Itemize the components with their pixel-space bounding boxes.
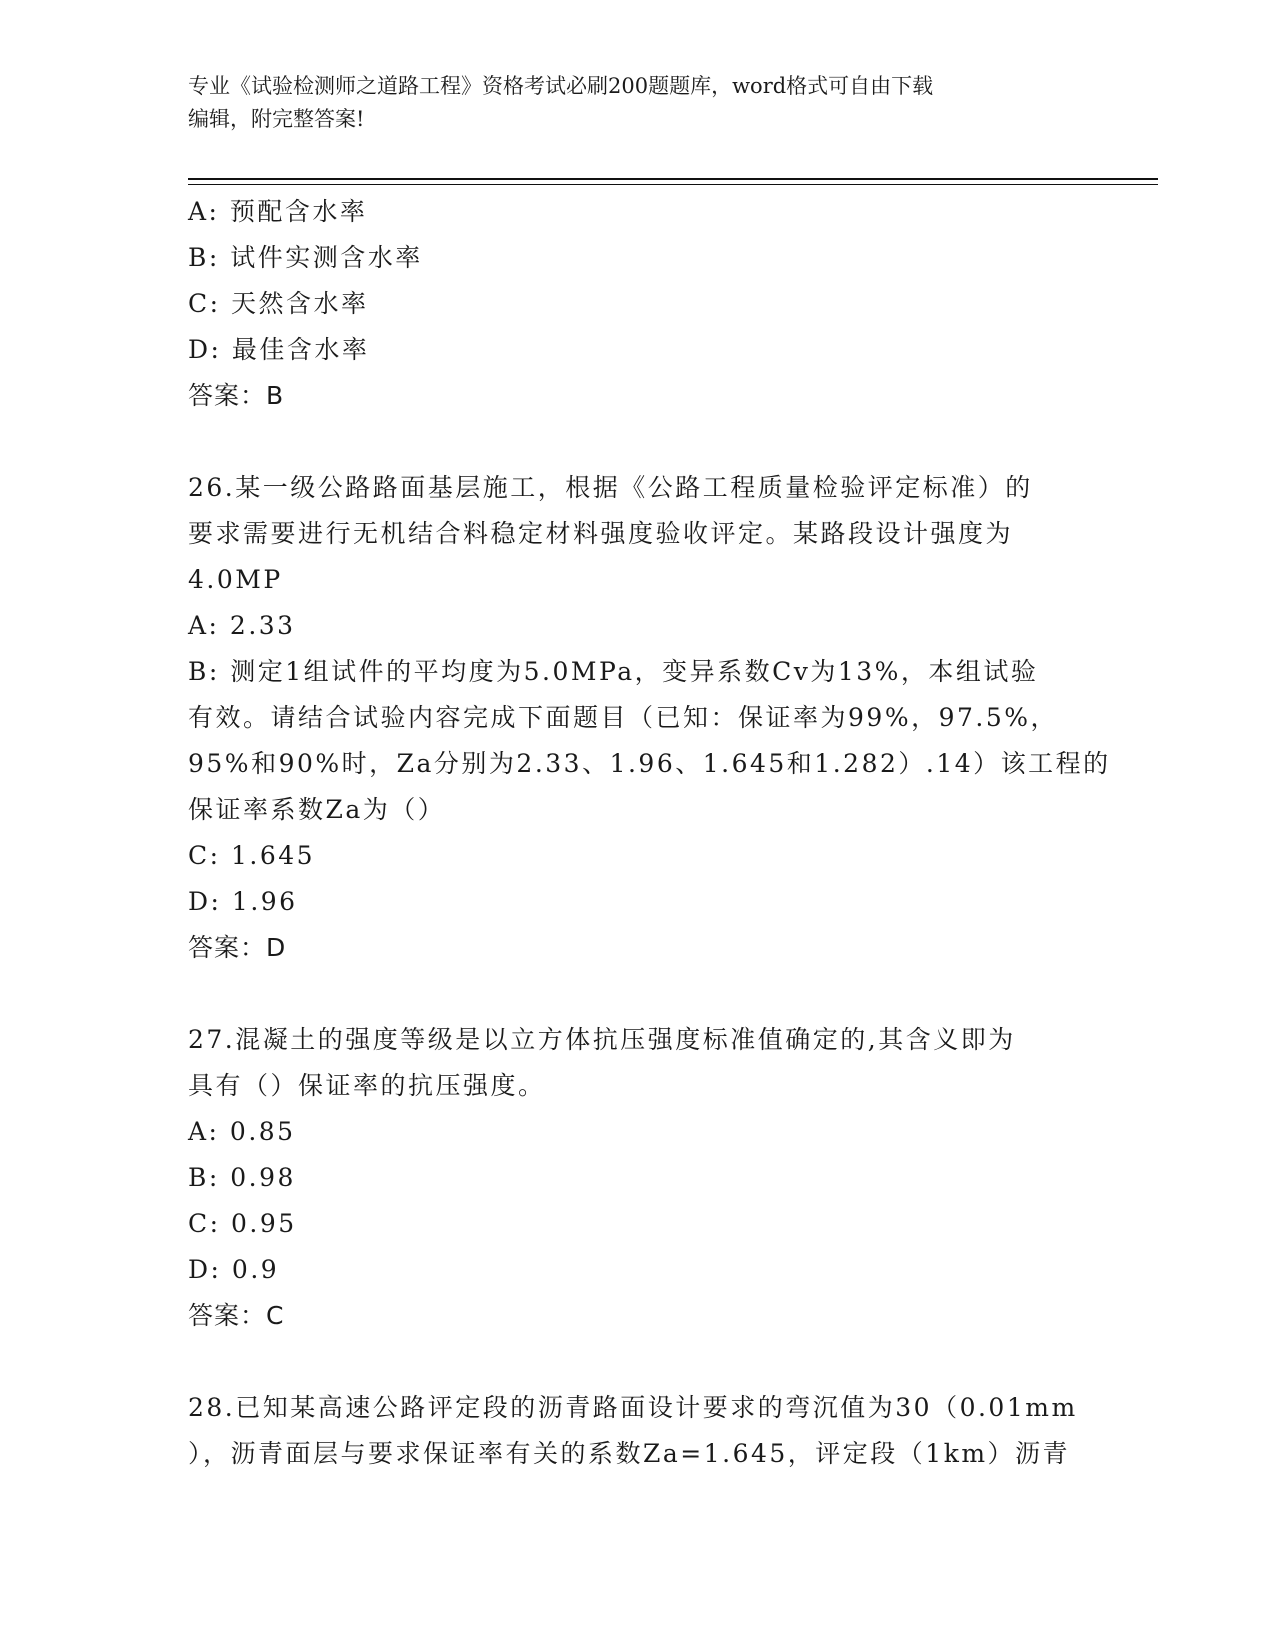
question-stem-line: 28.已知某高速公路评定段的沥青路面设计要求的弯沉值为30（0.01mm bbox=[188, 1393, 1078, 1422]
option-b-line: 有效。请结合试验内容完成下面题目（已知：保证率为99%，97.5%， bbox=[188, 703, 1058, 732]
answer: 答案：C bbox=[188, 1301, 285, 1330]
option-d: D: 最佳含水率 bbox=[188, 335, 370, 364]
answer: 答案：B bbox=[188, 381, 285, 410]
header-line-1: 专业《试验检测师之道路工程》资格考试必刷200题题库，word格式可自由下载 bbox=[188, 74, 934, 98]
question-stem-line: 4.0MP bbox=[188, 565, 283, 594]
question-stem-line: 27.混凝土的强度等级是以立方体抗压强度标准值确定的,其含义即为 bbox=[188, 1025, 1016, 1054]
question-25 bbox=[188, 189, 1088, 419]
spacer bbox=[188, 1339, 1088, 1385]
question-26 bbox=[188, 465, 1111, 971]
question-stem-line: 要求需要进行无机结合料稳定材料强度验收评定。某路段设计强度为 bbox=[188, 519, 1014, 548]
document-header bbox=[188, 70, 1088, 136]
header-divider-thick bbox=[188, 178, 1158, 180]
header-divider-thin bbox=[188, 184, 1158, 185]
option-b-line: 95%和90%时，Za分别为2.33、1.96、1.645和1.282）.14）该工程的 bbox=[188, 749, 1111, 778]
option-b-line: B: 测定1组试件的平均度为5.0MPa，变异系数Cv为13%，本组试验 bbox=[188, 657, 1039, 686]
option-b: B: 试件实测含水率 bbox=[188, 243, 423, 272]
question-content bbox=[188, 189, 1111, 1477]
option-a: A: 预配含水率 bbox=[188, 197, 368, 226]
spacer bbox=[188, 971, 1088, 1017]
question-28 bbox=[188, 1385, 1088, 1477]
option-b-line: 保证率系数Za为（） bbox=[188, 795, 446, 824]
option-d: D: 1.96 bbox=[188, 887, 298, 916]
spacer bbox=[188, 419, 1088, 465]
answer: 答案：D bbox=[188, 933, 287, 962]
option-c: C: 1.645 bbox=[188, 841, 316, 870]
question-stem-line: ），沥青面层与要求保证率有关的系数Za=1.645，评定段（1km）沥青 bbox=[188, 1439, 1071, 1468]
option-c: C: 0.95 bbox=[188, 1209, 297, 1238]
option-b: B: 0.98 bbox=[188, 1163, 296, 1192]
option-a: A: 2.33 bbox=[188, 611, 296, 640]
header-line-2: 编辑，附完整答案! bbox=[188, 107, 365, 131]
question-27 bbox=[188, 1017, 1088, 1339]
option-d: D: 0.9 bbox=[188, 1255, 280, 1284]
question-stem-line: 具有（）保证率的抗压强度。 bbox=[188, 1071, 546, 1100]
question-stem-line: 26.某一级公路路面基层施工，根据《公路工程质量检验评定标准）的 bbox=[188, 473, 1033, 502]
option-a: A: 0.85 bbox=[188, 1117, 296, 1146]
option-c: C: 天然含水率 bbox=[188, 289, 369, 318]
